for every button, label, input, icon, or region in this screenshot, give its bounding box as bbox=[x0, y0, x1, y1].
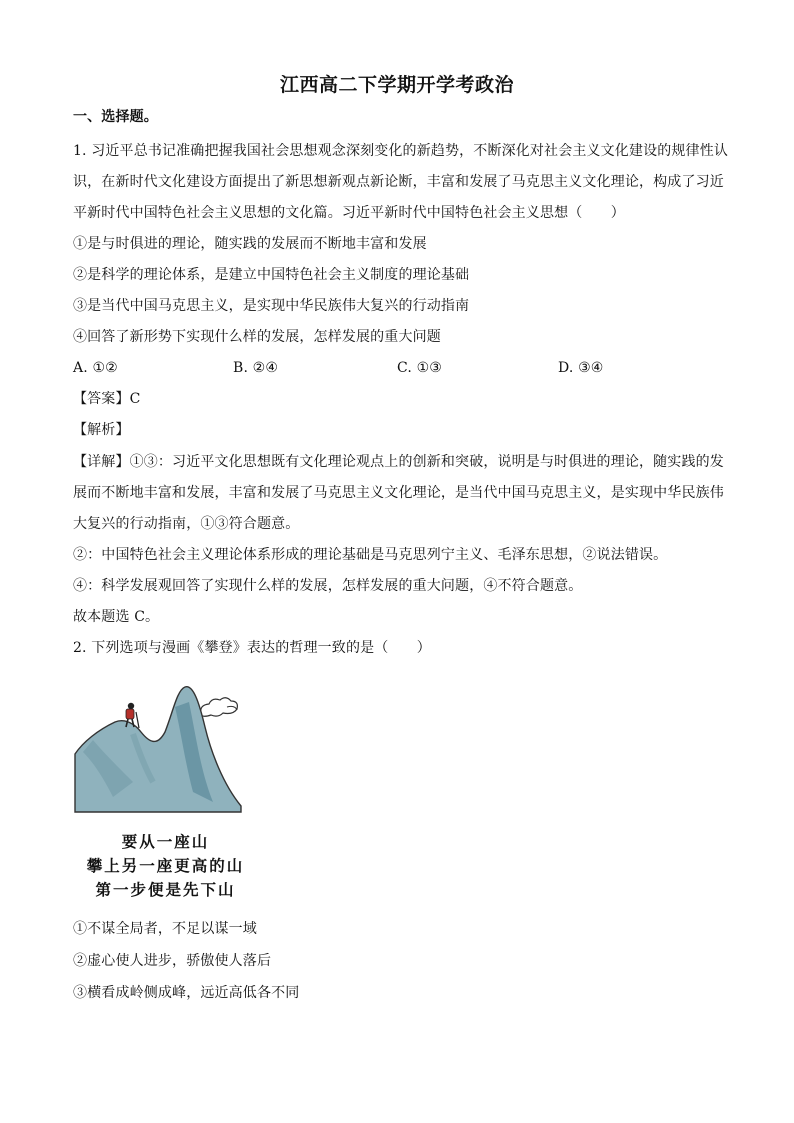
q1-statement: ④回答了新形势下实现什么样的发展，怎样发展的重大问题 bbox=[73, 329, 441, 345]
cloud-icon bbox=[201, 698, 238, 717]
q1-option-b: B. ②④ bbox=[233, 360, 279, 376]
q2-statement: ①不谋全局者，不足以谋一域 bbox=[73, 921, 257, 937]
mountain-illustration bbox=[73, 672, 258, 822]
comic-caption-line: 要从一座山 bbox=[121, 833, 210, 851]
q1-option-c: C. ①③ bbox=[397, 360, 442, 376]
q1-detail-line: 展而不断地丰富和发展，丰富和发展了马克思主义文化理论，是当代中国马克思主义，是实现中华民族伟 bbox=[73, 485, 724, 501]
q1-statement: ③是当代中国马克思主义，是实现中华民族伟大复兴的行动指南 bbox=[73, 298, 470, 314]
q1-detail-line: 【详解】①③：习近平文化思想既有文化理论观点上的创新和突破，说明是与时俱进的理论，随实践的发 bbox=[73, 454, 724, 470]
q1-stem-line: 1. 习近平总书记准确把握我国社会思想观念深刻变化的新趋势，不断深化对社会主义文化建设的规律性认 bbox=[73, 143, 729, 159]
q2-statement: ②虚心使人进步，骄傲使人落后 bbox=[73, 953, 272, 969]
q1-analysis-label: 【解析】 bbox=[73, 422, 130, 438]
comic-caption-line: 第一步便是先下山 bbox=[95, 881, 236, 899]
q1-detail-line: ②：中国特色社会主义理论体系形成的理论基础是马克思列宁主义、毛泽东思想，②说法错误。 bbox=[73, 547, 668, 563]
q2-stem: 2. 下列选项与漫画《攀登》表达的哲理一致的是（ ） bbox=[73, 640, 431, 656]
q1-option-a: A. ①② bbox=[73, 360, 118, 376]
q1-stem-line: 识，在新时代文化建设方面提出了新思想新观点新论断，丰富和发展了马克思主义文化理论，构成了习近 bbox=[73, 174, 724, 190]
q1-statement: ②是科学的理论体系，是建立中国特色社会主义制度的理论基础 bbox=[73, 267, 470, 283]
page-title: 江西高二下学期开学考政治 bbox=[279, 74, 514, 96]
q1-options bbox=[73, 358, 723, 378]
comic-image bbox=[73, 672, 258, 904]
q1-stem-line: 平新时代中国特色社会主义思想的文化篇。习近平新时代中国特色社会主义思想（ ） bbox=[73, 205, 625, 221]
section-heading: 一、选择题。 bbox=[73, 109, 158, 125]
q1-statement: ①是与时俱进的理论，随实践的发展而不断地丰富和发展 bbox=[73, 236, 427, 252]
q1-detail-line: 大复兴的行动指南，①③符合题意。 bbox=[73, 516, 300, 532]
q1-detail-line: 故本题选 C。 bbox=[73, 609, 160, 625]
comic-caption-line: 攀上另一座更高的山 bbox=[86, 857, 245, 875]
q1-detail-line: ④：科学发展观回答了实现什么样的发展，怎样发展的重大问题，④不符合题意。 bbox=[73, 578, 583, 594]
q1-answer: 【答案】C bbox=[73, 391, 141, 407]
q2-statement: ③横看成岭侧成峰，远近高低各不同 bbox=[73, 985, 300, 1001]
q1-option-d: D. ③④ bbox=[558, 360, 604, 376]
